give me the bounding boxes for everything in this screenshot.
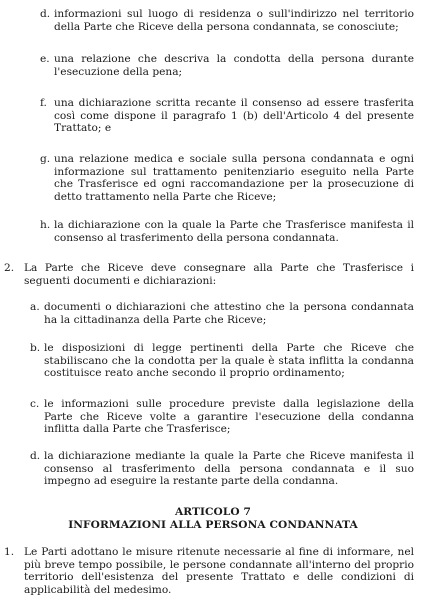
list-item-g: [40, 153, 414, 203]
paragraph-1: [4, 546, 414, 596]
item-text: una dichiarazione scritta recante il consenso ad essere trasferita così come dispone il paragrafo 1 (b) dell'Articolo 4 del presente Trattato; e: [54, 97, 414, 135]
item-text: le disposizioni di legge pertinenti della Parte che Riceve che stabiliscano che la condotta per la quale è stata inflitta la condanna costituisce reato anche secondo il proprio ordinamento;: [44, 342, 414, 380]
item-marker: g.: [40, 153, 51, 165]
paragraph-marker: 2.: [4, 262, 15, 274]
item-marker: e.: [40, 53, 50, 65]
item-marker: f.: [40, 97, 47, 109]
list-item-h: [40, 219, 414, 244]
paragraph-marker: 1.: [4, 546, 15, 558]
item-text: una relazione che descriva la condotta della persona durante l'esecuzione della pena;: [54, 53, 414, 78]
list-item-f: [40, 97, 414, 135]
item-marker: d.: [40, 8, 51, 20]
item-marker: h.: [40, 219, 51, 231]
item-marker: c.: [30, 398, 40, 410]
sub-item-d: [30, 450, 414, 488]
sub-item-c: [30, 398, 414, 436]
item-marker: b.: [30, 342, 41, 354]
article-number: ARTICOLO 7: [174, 506, 252, 518]
article-title: INFORMAZIONI ALLA PERSONA CONDANNATA: [68, 519, 358, 531]
paragraph-2: [4, 262, 414, 287]
list-item-d: [40, 8, 414, 33]
item-marker: d.: [30, 450, 41, 462]
item-text: una relazione medica e sociale sulla persona condannata e ogni informazione sul trattamento penitenziario eseguito nella Parte che Trasferisce ed ogni raccomandazione per la prosecuzione di detto trattamento nella Parte che Riceve;: [54, 153, 414, 203]
paragraph-text: Le Parti adottano le misure ritenute necessarie al fine di informare, nel più breve tempo possibile, le persone condannate all'interno del proprio territorio dell'esistenza del presente Trattato e delle condizioni di applicabilità del medesimo.: [24, 546, 414, 596]
item-text: la dichiarazione con la quale la Parte che Trasferisce manifesta il consenso al trasferimento della persona condannata.: [54, 219, 414, 244]
item-marker: a.: [30, 301, 40, 313]
item-text: documenti o dichiarazioni che attestino che la persona condannata ha la cittadinanza della Parte che Riceve;: [44, 301, 414, 326]
item-text: informazioni sul luogo di residenza o sull'indirizzo nel territorio della Parte che Riceve della persona condannata, se conosciute;: [54, 8, 414, 33]
item-text: le informazioni sulle procedure previste dalla legislazione della Parte che Riceve volte a garantire l'esecuzione della condanna inflitta dalla Parte che Trasferisce;: [44, 398, 414, 436]
sub-item-b: [30, 342, 414, 380]
paragraph-text: La Parte che Riceve deve consegnare alla Parte che Trasferisce i seguenti documenti e dichiarazioni:: [24, 262, 414, 287]
item-text: la dichiarazione mediante la quale la Parte che Riceve manifesta il consenso al trasferimento della persona condannata e il suo impegno ad eseguire la restante parte della condanna.: [44, 450, 414, 488]
sub-item-a: [30, 301, 414, 326]
list-item-e: [40, 53, 414, 78]
